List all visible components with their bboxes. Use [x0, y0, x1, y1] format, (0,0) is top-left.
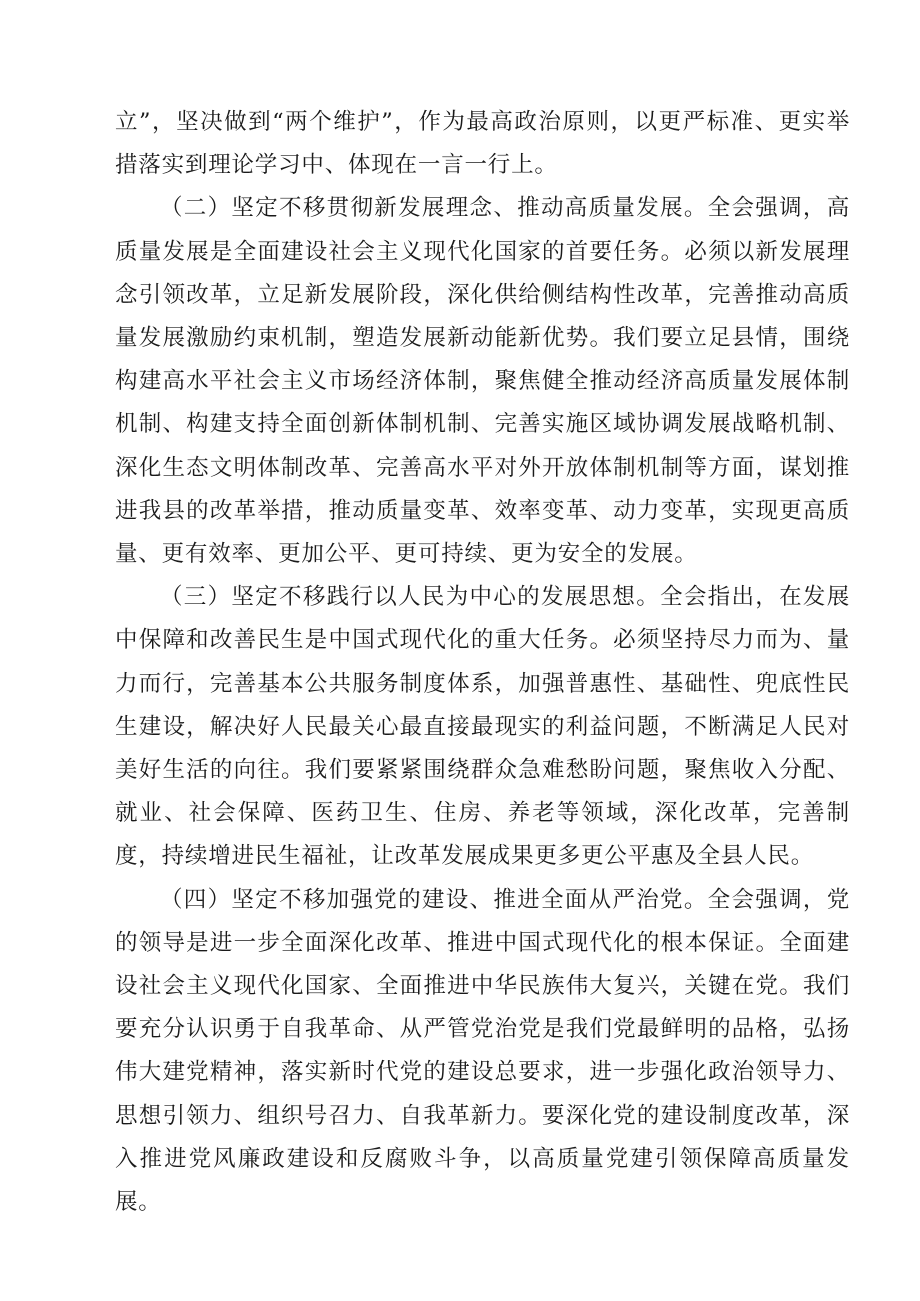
- paragraph-section-two: （二）坚定不移贯彻新发展理念、推动高质量发展。全会强调，高质量发展是全面建设社会主义现代化国家的首要任务。必须以新发展理念引领改革，立足新发展阶段，深化供给侧结构性改革，完善推动高质量发展激励约束机制，塑造发展新动能新优势。我们要立足县情，围绕构建高水平社会主义市场经济体制，聚焦健全推动经济高质量发展体制机制、构建支持全面创新体制机制、完善实施区域协调发展战略机制、深化生态文明体制改革、完善高水平对外开放体制机制等方面，谋划推进我县的改革举措，推动质量变革、效率变革、动力变革，实现更高质量、更有效率、更加公平、更可持续、更为安全的发展。: [115, 195, 850, 568]
- paragraph-section-three: （三）坚定不移践行以人民为中心的发展思想。全会指出，在发展中保障和改善民生是中国式现代化的重大任务。必须坚持尽力而为、量力而行，完善基本公共服务制度体系，加强普惠性、基础性、兜底性民生建设，解决好人民最关心最直接最现实的利益问题，不断满足人民对美好生活的向往。我们要紧紧围绕群众急难愁盼问题，聚焦收入分配、就业、社会保障、医药卫生、住房、养老等领域，深化改革，完善制度，持续增进民生福祉，让改革发展成果更多更公平惠及全县人民。: [115, 584, 850, 870]
- body-text: [115, 101, 850, 1224]
- paragraph-continued: 立”，坚决做到“两个维护”，作为最高政治原则，以更严标准、更实举措落实到理论学习中、体现在一言一行上。: [115, 109, 850, 179]
- paragraph-section-four: （四）坚定不移加强党的建设、推进全面从严治党。全会强调，党的领导是进一步全面深化改革、推进中国式现代化的根本保证。全面建设社会主义现代化国家、全面推进中华民族伟大复兴，关键在党。我们要充分认识勇于自我革命、从严管党治党是我们党最鲜明的品格，弘扬伟大建党精神，落实新时代党的建设总要求，进一步强化政治领导力、思想引领力、组织号召力、自我革新力。要深化党的建设制度改革，深入推进党风廉政建设和反腐败斗争，以高质量党建引领保障高质量发展。: [115, 886, 850, 1216]
